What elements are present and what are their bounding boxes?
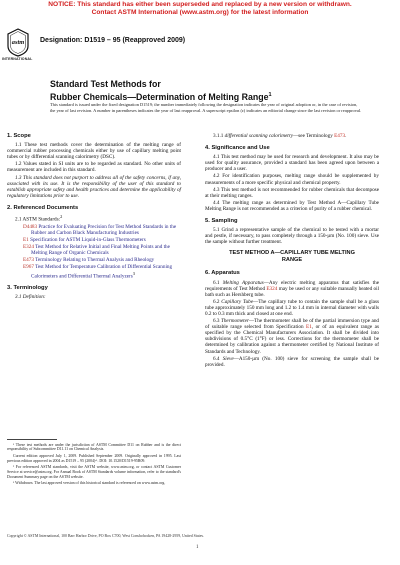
- ref-code[interactable]: E324: [23, 244, 34, 251]
- ref-text[interactable]: Terminology Relating to Thermal Analysis and Rheology: [35, 257, 155, 264]
- supersession-notice: [0, 1, 400, 18]
- svg-text:astm: astm: [11, 39, 25, 46]
- copyright-line: Copyright © ASTM International, 100 Barr Harbor Drive, PO Box C700, West Conshohocken, PA 19428-2959, United States.: [7, 534, 204, 538]
- title-footnote-mark: 1: [268, 91, 272, 98]
- title-line-2: Rubber Chemicals—Determination of Melting Range: [50, 91, 269, 102]
- app-text: —The thermometer shall be of the partial immersion type and of suitable range selected from Specification: [205, 318, 380, 331]
- app-term: Capillary Tube: [221, 298, 254, 305]
- ref-code[interactable]: E473: [23, 257, 34, 264]
- app-text: —Any electric melting apparatus that satisfies the requirements of Test Method: [205, 279, 380, 292]
- sampling-heading: 5. Sampling: [205, 218, 238, 225]
- method-a-heading: [205, 250, 379, 264]
- scope-1-3: [7, 175, 181, 199]
- app-ref-link[interactable]: E324: [266, 285, 278, 292]
- astm-standards-label: [7, 214, 181, 223]
- significance-heading: 4. Significance and Use: [205, 145, 270, 152]
- terminology-heading: 3. Terminology: [7, 285, 48, 292]
- ref-text[interactable]: Specification for ASTM Liquid-in-Glass Thermometers: [30, 237, 146, 244]
- app-term: Melting Apparatus: [222, 279, 264, 286]
- app-term: Sieve: [222, 355, 234, 362]
- notice-line-1: NOTICE: This standard has either been superseded and replaced by a new version or withdrawn.: [48, 1, 352, 8]
- astm-logo-icon: [6, 28, 30, 57]
- page-number: 1: [196, 545, 199, 550]
- app-text: may be used or any suitable manually heated oil bath such as Hershberg tube.: [205, 285, 380, 298]
- apparatus-heading: 6. Apparatus: [205, 270, 240, 277]
- significance-4-2: 4.2 For identification purposes, melting range should be supplemented by measurements of a more specific physical and chemical property.: [205, 173, 379, 186]
- logo-subtext: INTERNATIONAL: [2, 57, 33, 61]
- ref-e1[interactable]: [15, 237, 181, 243]
- app-term: Thermometer: [220, 318, 249, 325]
- astm-standards-text: 2.1 ASTM Standards:: [15, 216, 61, 223]
- notice-line-2: Contact ASTM International (www.astm.org) for the latest information: [91, 9, 309, 17]
- intro-paragraph: This standard is issued under the fixed designation D1519; the number immediately following the designation indicates the year of original adoption or, in the case of revision, the year of last revision. A number in parentheses indicates the year of last reapproval. A superscript epsilon (ε) indicates an editorial change since the last revision or reapproval.: [50, 102, 362, 113]
- ref-code[interactable]: D4483: [23, 223, 38, 230]
- apparatus-6-2: [205, 299, 379, 317]
- significance-4-4: 4.4 The melting range as determined by Test Method A—Capillary Tube Melting Range is not recommended as a criterion of purity of a rubber chemical.: [205, 199, 379, 212]
- def-num: 3.1.1: [213, 133, 224, 139]
- right-column: [205, 133, 379, 369]
- apparatus-6-3: [205, 318, 379, 355]
- method-a-line-1: TEST METHOD A—CAPILLARY TUBE MELTING: [229, 250, 355, 257]
- footnotes: [7, 439, 181, 488]
- app-text: —The capillary tube to contain the sample shall be a glass tube approximately 150 mm long and 1.2 to 1.4 mm in internal diameter with walls 0.2 to 0.3 mm thick and closed at one end.: [205, 298, 379, 317]
- ref-withdrawn-sup: 3: [132, 270, 135, 276]
- app-text: , or of an equivalent range as specified by the Chemical Manufacturers Association. It shall be divided into subdivisions of 0.5°C (1°F) or less. Corrections for the thermometer shall be determined by calibration against a thermometer certified by National Institute of Standards and Technology.: [205, 324, 379, 355]
- scope-heading: 1. Scope: [7, 133, 31, 139]
- title-line-1: Standard Test Methods for: [50, 79, 161, 89]
- astm-standards-sup: 2: [60, 214, 63, 220]
- def-term: differential scanning calorimetry: [224, 133, 294, 139]
- ref-code[interactable]: E1: [23, 237, 29, 244]
- apparatus-6-1: [205, 280, 379, 298]
- apparatus-6-4: [205, 356, 379, 368]
- app-ref-link[interactable]: E1: [306, 324, 312, 331]
- significance-4-1: 4.1 This test method may be used for research and development. It also may be used for quality assurance, provided a standard has been agreed upon between a producer and a user.: [205, 154, 379, 173]
- def-rest: —see Terminology: [293, 133, 333, 139]
- ref-d4483[interactable]: [15, 224, 181, 236]
- ref-code[interactable]: E967: [23, 264, 34, 271]
- sampling-5-1: 5.1 Grind a representative sample of the chemical to be tested with a mortar and pestle, if necessary, to pass completely through a 150-µm (No. 100) sieve. Use the sample without further treatment.: [205, 227, 379, 246]
- app-num: 6.3: [213, 318, 220, 325]
- app-num: 6.1: [213, 279, 220, 286]
- app-text: —A150-µm (No. 100) sieve for screening the sample shall be provided.: [205, 355, 380, 368]
- def-ref-link[interactable]: E473: [334, 133, 346, 139]
- designation: Designation: D1519 – 95 (Reapproved 2009): [40, 37, 186, 44]
- app-num: 6.2: [213, 298, 220, 305]
- footnote-rule: [7, 439, 57, 440]
- scope-1-2: 1.2 Values stated in SI units are to be regarded as standard. No other units of measurement are included in this standard.: [7, 161, 181, 174]
- scope-1-3-text: 1.3 This standard does not purport to address all of the safety concerns, if any, associated with its use. It is the responsibility of the user of this standard to establish appropriate safety and health practices and determine the applicability of regulatory limitations prior to use.: [7, 174, 181, 199]
- referenced-documents-heading: 2. Referenced Documents: [7, 204, 79, 211]
- app-num: 6.4: [213, 355, 220, 362]
- standard-title: [50, 79, 360, 102]
- definition-3-1-1: 3.1.1 differential scanning calorimetry—see Terminology E473.: [213, 133, 347, 139]
- ref-e473[interactable]: [15, 257, 181, 263]
- ref-text[interactable]: Test Method for Temperature Calibration of Differential Scanning Calorimeters and Differential Thermal Analyzers: [31, 264, 173, 280]
- footnote-1: ¹ These test methods are under the jurisdiction of ASTM Committee D11 on Rubber and is the direct responsibility of Subcommittee D11.11 on Chemical Analysis.: [7, 442, 181, 452]
- left-column: [7, 133, 181, 302]
- ref-text[interactable]: Practice for Evaluating Precision for Test Method Standards in the Rubber and Carbon Black Manufacturing Industries: [31, 223, 177, 236]
- footnote-3: ³ Withdrawn. The last approved version of this historical standard is referenced on www.astm.org.: [13, 481, 166, 486]
- significance-4-3: 4.3 This test method is not recommended for rubber chemicals that decompose at their melting ranges.: [205, 186, 379, 199]
- ref-e967[interactable]: [15, 264, 181, 279]
- ref-e324[interactable]: [15, 244, 181, 256]
- terminology-3-1: [7, 294, 181, 300]
- ref-text[interactable]: Test Method for Relative Initial and Final Melting Points and the Melting Range of Organic Chemicals: [31, 244, 170, 257]
- definition-label: 3.1 Definition:: [15, 294, 46, 301]
- footnote-2: ² For referenced ASTM standards, visit the ASTM website, www.astm.org, or contact ASTM Customer Service at service@astm.org. For Annual Book of ASTM Standards volume information, refer to the standard's Document Summary page on the ASTM website.: [7, 465, 181, 479]
- footnote-1b: Current edition approved July 1, 2009. Published September 2009. Originally approved in 1995. Last previous edition approved in 2004 as D1519 – 95 (2004)ᵉ¹. DOI: 10.1520/D1519-95R09.: [7, 453, 181, 463]
- scope-1-1: 1.1 These test methods cover the determination of the melting range of commercial rubber processing chemicals either by use of capillary melting point tubes or by differential scanning calorimetry (DSC).: [7, 142, 181, 161]
- method-a-line-2: RANGE: [281, 257, 303, 264]
